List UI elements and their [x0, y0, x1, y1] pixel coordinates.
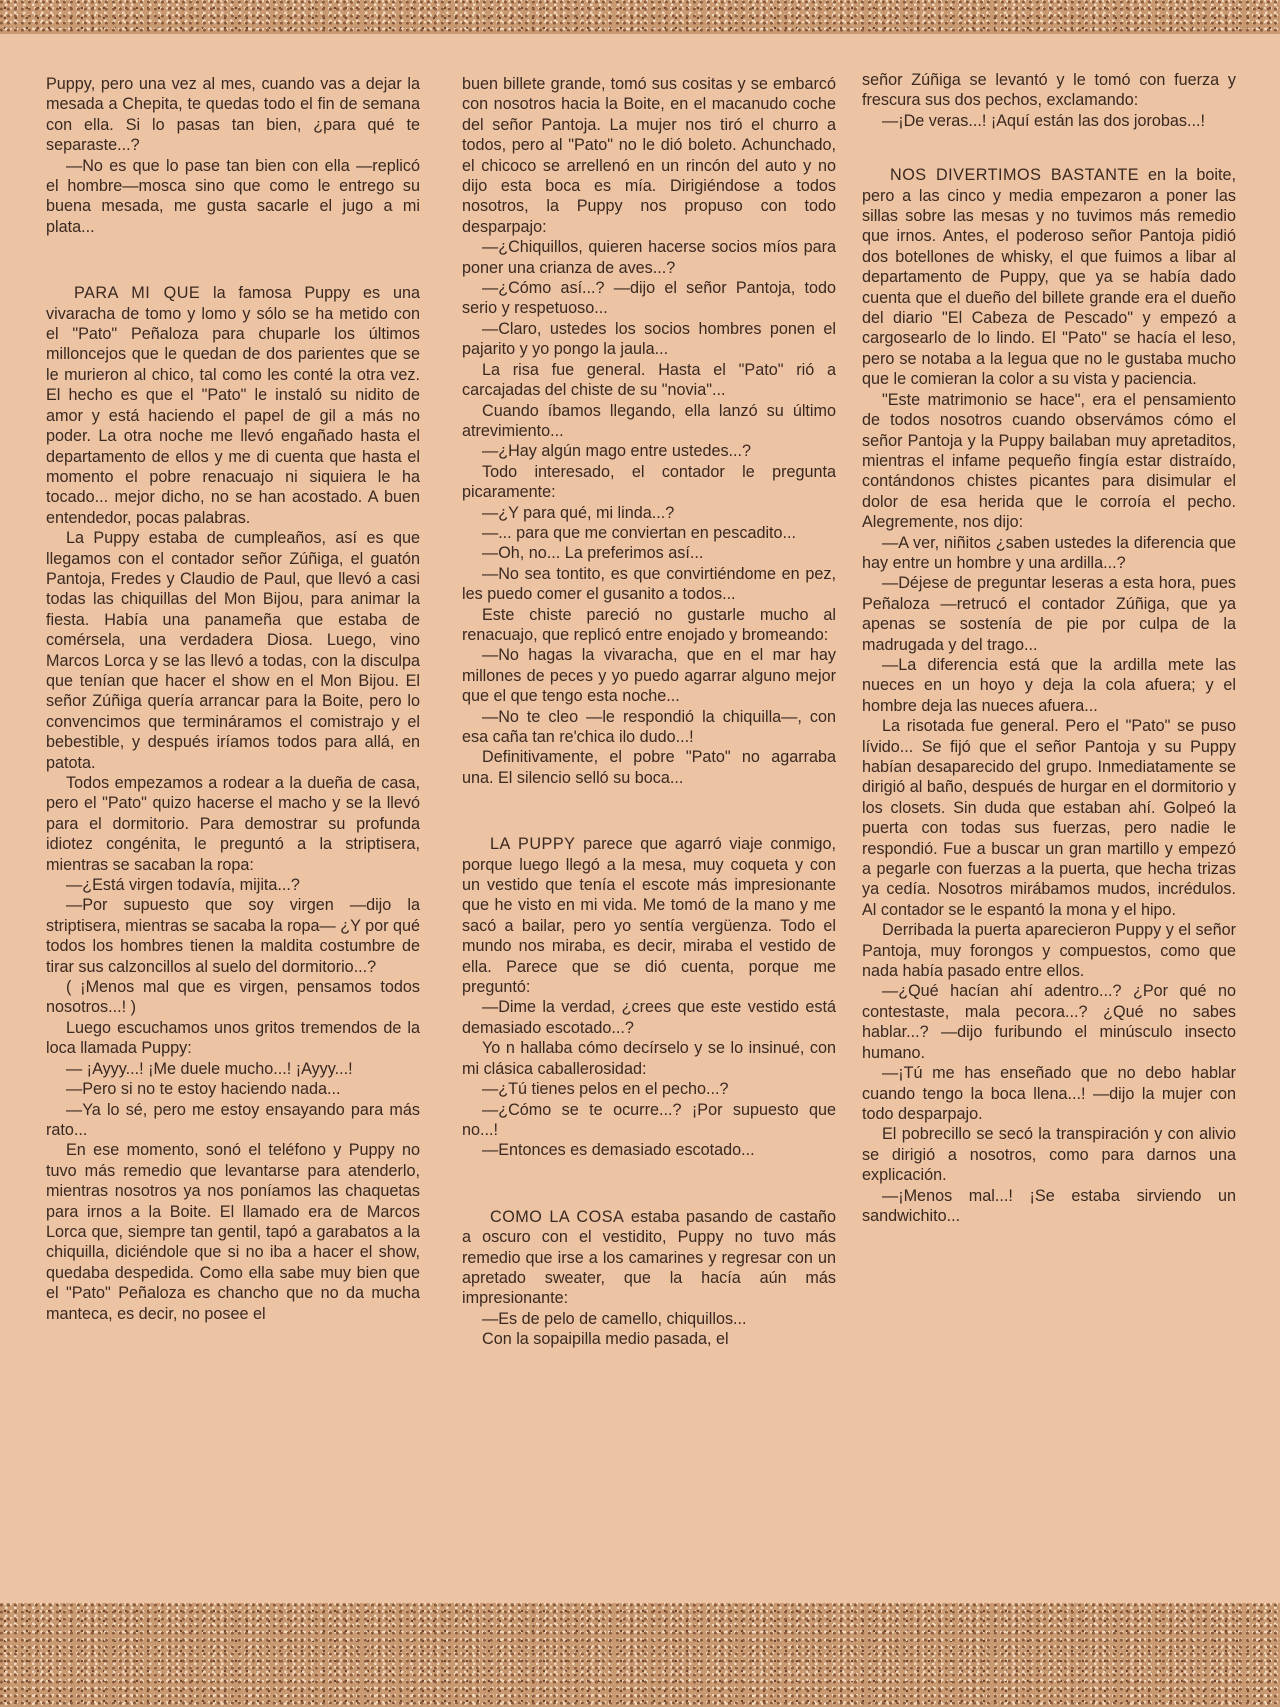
paragraph-text: —Es de pelo de camello, chiquillos...	[482, 1309, 747, 1328]
body-paragraph	[46, 528, 420, 773]
paragraph-text: en la boite, pero a las cinco y media empezaron a poner las sillas sobre las mesas y no tuvimos más remedio que irnos. Antes, el poderoso señor Pantoja pidió dos botellones de whisky, el que fuimos a libar al departamento de Puppy, que ya se había dado cuenta que el dueño del billete grande era el dueño del diario "El Cabeza de Pescado" y empezó a cargosearlo de lo lindo. El "Pato" se hacía el leso, pero se notaba a la legua que no le gustaba mucho que le comieran la color a su vista y paciencia.	[862, 166, 1236, 389]
body-paragraph	[462, 1329, 836, 1349]
paragraph-text: parece que agarró viaje conmigo, porque luego llegó a la mesa, muy coqueta y con un vestido que tenía el escote más impresionante que he visto en mi vida. Me tomó de la mano y me sacó a bailar, pero yo sentía vergüenza. Todo el mundo nos miraba, es decir, miraba el vestido de ella. Parece que se dió cuenta, porque me preguntó:	[462, 835, 837, 997]
body-paragraph	[462, 237, 836, 278]
paragraph-text: Derribada la puerta aparecieron Puppy y el señor Pantoja, muy forongos y compuestos, como que nada había pasado entre ellos.	[862, 921, 1236, 981]
body-paragraph	[862, 390, 1236, 533]
body-paragraph	[462, 605, 836, 646]
paragraph-text: ( ¡Menos mal que es virgen, pensamos todos nosotros...! )	[46, 978, 420, 1017]
body-paragraph	[462, 1038, 836, 1079]
paragraph-text: señor Zúñiga se levantó y le tomó con fuerza y frescura sus dos pechos, exclamando:	[862, 71, 1236, 110]
article-column-1	[46, 74, 420, 1324]
body-paragraph	[862, 1186, 1236, 1227]
article-column-3	[862, 70, 1236, 1226]
paragraph-text: —Entonces es demasiado escotado...	[482, 1141, 755, 1160]
paragraph-text: —No te cleo —le respondió la chiquilla—, con esa caña tan re'chica ilo dudo...!	[462, 707, 836, 746]
paragraph-text: —La diferencia está que la ardilla mete las nueces en un hoyo y deja la cola afuera; y el hombre deja las nueces afuera...	[862, 655, 1236, 715]
paragraph-text: —¡Menos mal...! ¡Se estaba sirviendo un sandwichito...	[862, 1186, 1236, 1225]
body-paragraph	[462, 707, 836, 748]
body-paragraph	[862, 1124, 1236, 1185]
body-paragraph	[46, 1140, 420, 1324]
paragraph-text: —¿Cómo se te ocurre...? ¡Por supuesto que no...!	[462, 1100, 836, 1139]
paragraph-text: —¿Tú tienes pelos en el pecho...?	[482, 1080, 729, 1099]
section-lead-in: LA PUPPY	[490, 835, 576, 854]
body-paragraph	[462, 401, 836, 442]
body-paragraph	[462, 441, 836, 461]
paragraph-text: —Claro, ustedes los socios hombres ponen el pajarito y yo pongo la jaula...	[462, 319, 836, 359]
body-paragraph	[46, 156, 420, 238]
article-column-2	[462, 74, 836, 1350]
paragraph-text: Luego escuchamos unos gritos tremendos de la loca llamada Puppy:	[46, 1018, 420, 1058]
paragraph-text: Definitivamente, el pobre "Pato" no agarraba una. El silencio selló su boca...	[462, 748, 836, 787]
paragraph-text: —Déjese de preguntar leseras a esta hora, pues Peñaloza —retrucó el contador Zúñiga, que ya apenas se sostenía de pie por culpa de la madrugada y del trago...	[862, 574, 1236, 654]
body-paragraph	[462, 278, 836, 319]
paragraph-text: —¡De veras...! ¡Aquí están las dos jorobas...!	[882, 111, 1205, 130]
body-paragraph	[46, 1018, 420, 1059]
body-paragraph	[862, 70, 1236, 111]
body-paragraph	[462, 319, 836, 360]
body-paragraph	[862, 1063, 1236, 1124]
paragraph-text: —Pero si no te estoy haciendo nada...	[66, 1080, 341, 1099]
body-paragraph	[862, 981, 1236, 1063]
paragraph-text: La Puppy estaba de cumpleaños, así es que llegamos con el contador señor Zúñiga, el guatón Pantoja, Fredes y Claudio de Paul, que llevó a casi todas las chiquillas del Mon Bijou, para animar la fiesta. Había una panameña que estaba de comérsela, una verdadera Diosa. Luego, vino Marcos Lorca y se las llevó a todas, con la disculpa que tenían que hacer el show en el Mon Bijou. El señor Zúñiga quería arrancar para la Boite, pero lo convencimos que termináramos el comistrajo y el bebestible, y después iríamos todos para allá, en patota.	[46, 529, 420, 772]
body-paragraph	[462, 543, 836, 563]
section-lead-in: NOS DIVERTIMOS BASTANTE	[890, 166, 1140, 185]
paragraph-text: Todos empezamos a rodear a la dueña de casa, pero el "Pato" quizo hacerse el macho y se la llevó para el dormitorio. Para demostrar su profunda idiotez congénita, le preguntó a la striptisera, mientras se sacaban la ropa:	[46, 774, 420, 874]
body-paragraph	[462, 523, 836, 543]
body-paragraph	[46, 1100, 420, 1141]
body-paragraph	[462, 564, 836, 605]
paragraph-text: —¡Tú me has enseñado que no debo hablar cuando tengo la boca llena...! —dijo la mujer con todo desparpajo.	[862, 1064, 1236, 1123]
paragraph-text: Este chiste pareció no gustarle mucho al renacuajo, que replicó entre enojado y bromeando:	[462, 605, 836, 644]
paragraph-text: —Por supuesto que soy virgen —dijo la striptisera, mientras se sacaba la ropa— ¿Y por qué todos los hombres tienen la maldita costumbre de tirar sus calzoncillos al suelo del dormitorio...?	[46, 896, 420, 976]
paragraph-text: Puppy, pero una vez al mes, cuando vas a dejar la mesada a Chepita, te quedas todo el fin de semana con ella. Si lo pasas tan bien, ¿para qué te separaste...?	[46, 75, 420, 155]
paragraph-text: —¿Y para qué, mi linda...?	[482, 503, 675, 522]
decorative-bottom-border	[0, 1603, 1280, 1707]
paragraph-text: —No sea tontito, es que convirtiéndome en pez, les puedo comer el gusanito a todos...	[462, 564, 836, 604]
paragraph-text: La risa fue general. Hasta el "Pato" rió a carcajadas del chiste de su "novia"...	[462, 360, 836, 400]
body-paragraph	[46, 74, 420, 156]
body-paragraph	[862, 716, 1236, 920]
body-paragraph	[462, 1309, 836, 1329]
body-paragraph	[462, 503, 836, 523]
body-paragraph	[462, 997, 836, 1038]
body-paragraph	[862, 655, 1236, 716]
body-paragraph	[462, 462, 836, 503]
paragraph-text: Todo interesado, el contador le pregunta picaramente:	[462, 462, 836, 502]
paragraph-text: Yo n hallaba cómo decírselo y se lo insinué, con mi clásica caballerosidad:	[462, 1039, 836, 1078]
paragraph-text: estaba pasando de castaño a oscuro con el vestidito, Puppy no tuvo más remedio que irse a los camarines y regresar con un apretado sweater, que la hacía aún más impresionante:	[462, 1207, 837, 1308]
paragraph-text: Cuando íbamos llegando, ella lanzó su último atrevimiento...	[462, 401, 836, 440]
paragraph-text: la famosa Puppy es una vivaracha de tomo y lomo y sólo se ha metido con el "Pato" Peñaloza para chuparle los últimos milloncejos que le quedan de dos parientes que se le murieron al chico, tal como les conté la otra vez. El hecho es que el "Pato" le instaló su nidito de amor y está haciendo el papel de gil a más no poder. La otra noche me llevó engañado hasta el departamento de ellos y me di cuenta que hasta el momento el pobre renacuajo ni siquiera le ha tocado... mejor dicho, no se han acostado. A buen entendedor, pocas palabras.	[46, 284, 420, 527]
paragraph-text: —¿Cómo así...? —dijo el señor Pantoja, todo serio y respetuoso...	[462, 279, 836, 318]
section-lead-in: COMO LA COSA	[490, 1207, 625, 1226]
body-paragraph	[862, 920, 1236, 981]
body-paragraph	[46, 773, 420, 875]
body-paragraph	[46, 977, 420, 1018]
section-paragraph	[462, 1207, 836, 1309]
paragraph-text: —Ya lo sé, pero me estoy ensayando para más rato...	[46, 1100, 420, 1139]
paragraph-text: Con la sopaipilla medio pasada, el	[482, 1330, 729, 1349]
body-paragraph	[46, 895, 420, 977]
section-lead-in: PARA MI QUE	[74, 284, 201, 303]
paragraph-text: —¿Está virgen todavía, mijita...?	[66, 876, 300, 895]
paragraph-text: —Dime la verdad, ¿crees que este vestido está demasiado escotado...?	[462, 998, 836, 1037]
body-paragraph	[462, 360, 836, 401]
body-paragraph	[46, 1059, 420, 1079]
paragraph-text: — ¡Ayyy...! ¡Me duele mucho...! ¡Ayyy...!	[66, 1059, 353, 1078]
section-paragraph	[46, 283, 420, 528]
body-paragraph	[462, 1079, 836, 1099]
decorative-top-border	[0, 0, 1280, 34]
paragraph-text: buen billete grande, tomó sus cositas y se embarcó con nosotros hacia la Boite, en el macanudo coche del señor Pantoja. La mujer nos tiró el churro a todos, pero al "Pato" no le dió boleto. Achunchado, el chicoco se arrellenó en un rincón del auto y no dijo esta boca es mía. Dirigiéndose a todos nosotros, la Puppy nos propuso con todo desparpajo:	[462, 75, 836, 236]
body-paragraph	[462, 645, 836, 706]
paragraph-text: "Este matrimonio se hace", era el pensamiento de todos nosotros cuando observámos cómo el señor Pantoja y la Puppy bailaban muy apretaditos, mientras el infame pequeño fingía estar distraído, contándonos chistes picantes para disimular el dolor de esa herida que le corroía el pecho. Alegremente, nos dijo:	[862, 390, 1236, 532]
paragraph-text: —A ver, niñitos ¿saben ustedes la diferencia que hay entre un hombre y una ardilla...?	[862, 533, 1236, 572]
body-paragraph	[862, 573, 1236, 655]
section-paragraph	[862, 165, 1236, 389]
body-paragraph	[46, 1079, 420, 1099]
paragraph-text: —¿Hay algún mago entre ustedes...?	[482, 442, 752, 461]
paragraph-text: —No es que lo pase tan bien con ella —replicó el hombre—mosca sino que como le entrego su buena mesada, me gusta sacarle el jugo a mi plata...	[46, 156, 420, 236]
section-paragraph	[462, 834, 836, 997]
paragraph-text: —Oh, no... La preferimos así...	[482, 544, 704, 563]
body-paragraph	[462, 747, 836, 788]
paragraph-text: La risotada fue general. Pero el "Pato" se puso lívido... Se fijó que el señor Pantoja y su Puppy habían desaparecido del grupo. Inmediatamente se dirigió al baño, después de hurgar en el dormitorio y los closets. Sin duda que estaban ahí. Golpeó la puerta con todas sus fuerzas, pero nadie le respondió. Fue a buscar un gran martillo y empezó a pegarle con fuerzas a la puerta, que hecha trizas ya cedía. Nosotros mirábamos mudos, incrédulos. Al contador se le espantó la mona y el hipo.	[862, 717, 1236, 919]
body-paragraph	[462, 74, 836, 237]
paragraph-text: —¿Qué hacían ahí adentro...? ¿Por qué no contestaste, mala pecora...? ¿Qué no sabes hablar...? —dijo furibundo el minúsculo insecto humano.	[862, 982, 1236, 1062]
body-paragraph	[862, 533, 1236, 574]
paragraph-text: —¿Chiquillos, quieren hacerse socios míos para poner una crianza de aves...?	[462, 238, 836, 277]
body-paragraph	[462, 1100, 836, 1141]
body-paragraph	[46, 875, 420, 895]
paragraph-text: En ese momento, sonó el teléfono y Puppy no tuvo más remedio que levantarse para atenderlo, mientras nosotros ya nos poníamos las chaquetas para irnos a la Boite. El llamado era de Marcos Lorca que, siempre tan gentil, tapó a garabatos a la chiquilla, diciéndole que si no iba a hacer el show, quedaba despedida. Como ella sabe muy bien que el "Pato" Peñaloza es chancho que no da mucha manteca, es decir, no posee el	[46, 1141, 420, 1323]
paragraph-text: El pobrecillo se secó la transpiración y con alivio se dirigió a nosotros, como para darnos una explicación.	[862, 1125, 1236, 1185]
body-paragraph	[862, 111, 1236, 131]
paragraph-text: —No hagas la vivaracha, que en el mar hay millones de peces y yo puedo agarrar alguno mejor que el que tengo esta noche...	[462, 646, 836, 706]
body-paragraph	[462, 1140, 836, 1160]
paragraph-text: —... para que me conviertan en pescadito...	[482, 523, 797, 542]
